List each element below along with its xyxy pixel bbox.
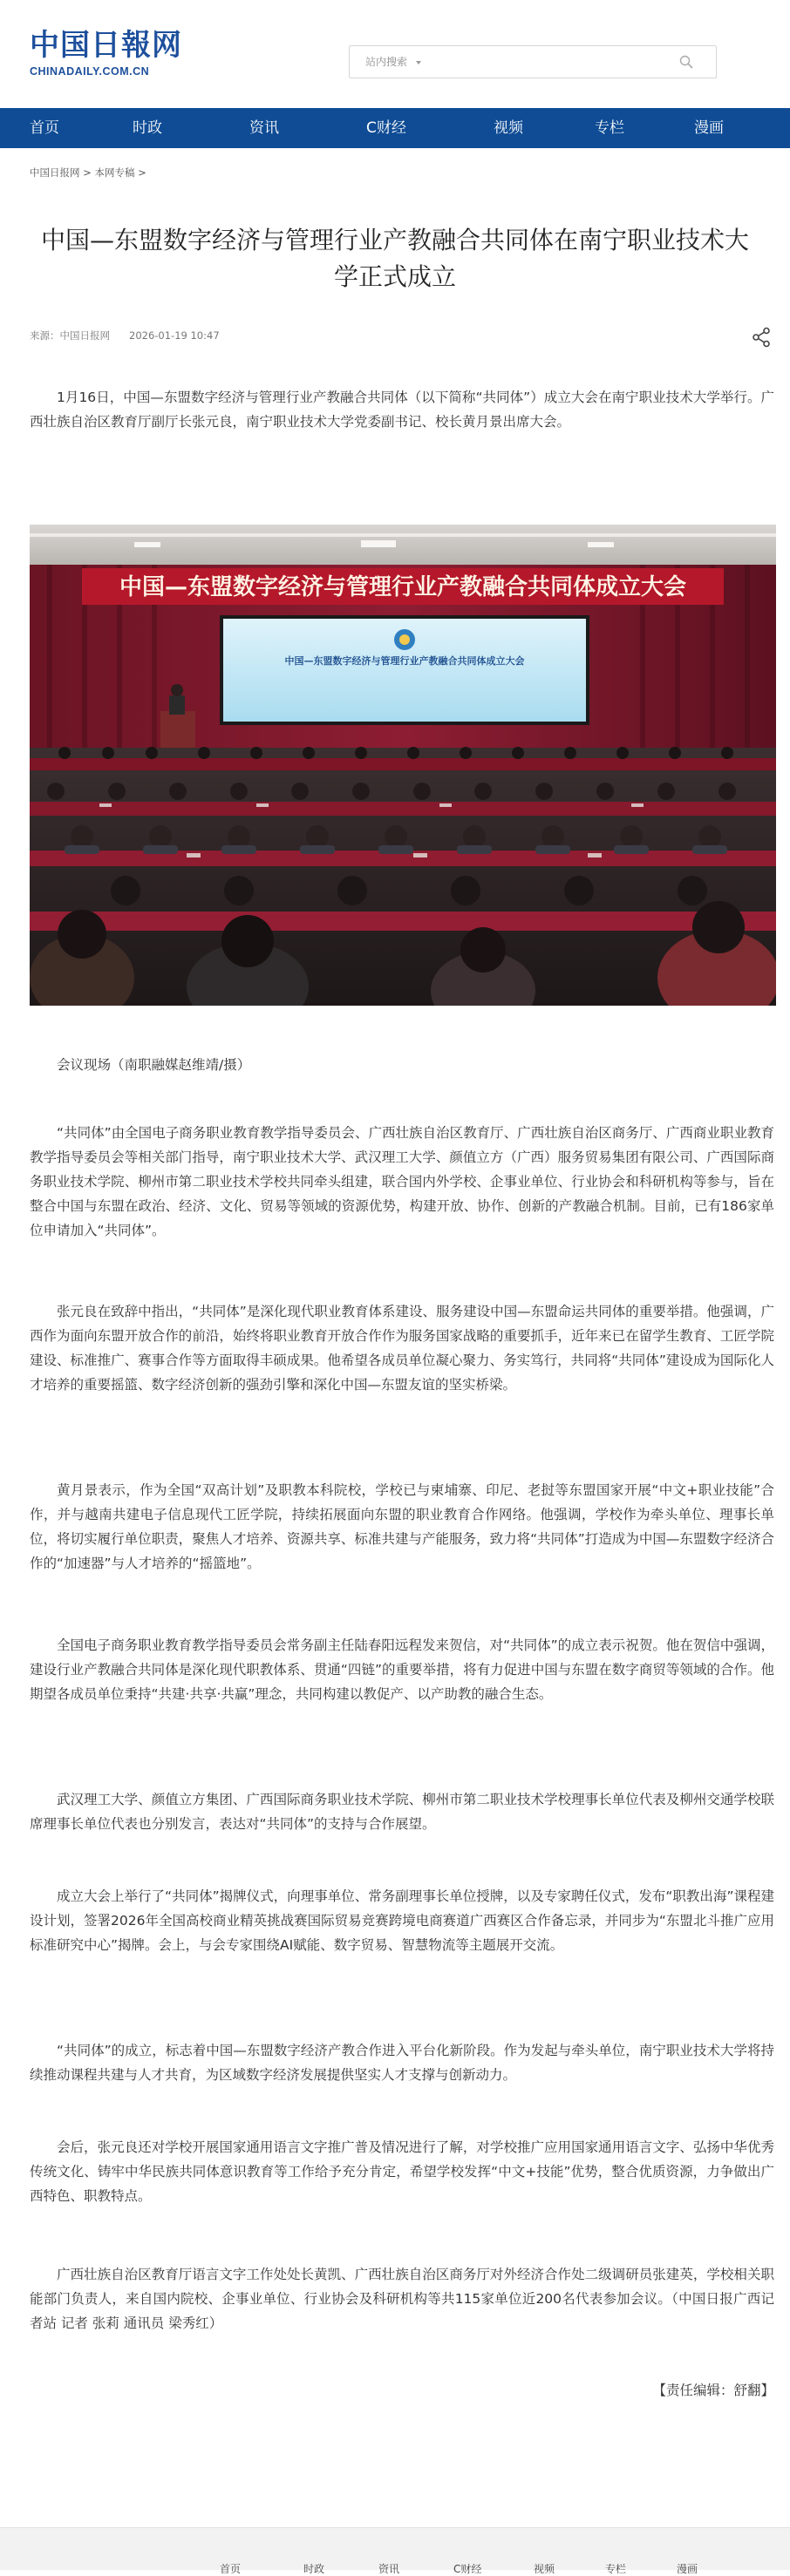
logo-english: CHINADAILY.COM.CN xyxy=(30,65,150,78)
banner-text: 中国—东盟数字经济与管理行业产教融合共同体成立大会 xyxy=(119,574,687,600)
nav-item-home[interactable]: 首页 xyxy=(30,119,59,137)
conference-photo xyxy=(30,525,776,1006)
article-paragraph: “共同体”由全国电子商务职业教育教学指导委员会、广西壮族自治区教育厅、广西壮族自治区商务厅、广西商业职业教育教学指导委员会等相关部门指导，南宁职业技术大学、武汉理工大学、颜值立方（广西）服务贸易集团有限公司、广西国际商务职业技术学院、柳州市第二职业技术学校共同牵头组建，联合国内外学校、企事业单位、行业协会和科研机构等参与，旨在整合中国与东盟在政治、经济、文化、贸易等领域的资源优势，构建开放、协作、创新的产教融合机制。目前，已有186家单位申请加入“共同体”。 xyxy=(30,1125,774,1238)
breadcrumb-item-section[interactable]: 本网专稿 xyxy=(94,166,135,179)
site-header xyxy=(0,0,790,108)
footer-item-home[interactable]: 首页 xyxy=(220,2563,242,2575)
share-icon[interactable] xyxy=(752,327,771,348)
article-title: 中国—东盟数字经济与管理行业产教融合共同体在南宁职业技术大学正式成立 xyxy=(40,226,749,291)
search-scope-label: 站内搜索 xyxy=(365,56,408,68)
article-source: 来源：中国日报网 xyxy=(30,329,110,342)
article-paragraph: 成立大会上举行了“共同体”揭牌仪式，向理事单位、常务副理事长单位授牌，以及专家聘任仪式，发布“职教出海”课程建设计划，签署2026年全国高校商业精英挑战赛国际贸易竞赛跨境电商赛道广西赛区合作备忘录，并同步为“东盟北斗推广应用标准研究中心”揭牌。会上，与会专家围绕AI赋能、数字贸易、智慧物流等主题展开交流。 xyxy=(30,1888,774,1953)
main-nav xyxy=(0,108,790,148)
site-logo[interactable] xyxy=(30,28,182,82)
footer-item-news[interactable]: 资讯 xyxy=(378,2563,400,2575)
nav-item-finance[interactable]: C财经 xyxy=(366,119,406,137)
footer-item-columns[interactable]: 专栏 xyxy=(605,2563,627,2575)
nav-item-comics[interactable]: 漫画 xyxy=(694,119,724,137)
search-icon[interactable] xyxy=(679,55,693,69)
article-paragraph: 张元良在致辞中指出，“共同体”是深化现代职业教育体系建设、服务建设中国—东盟命运共同体的重要举措。他强调，广西作为面向东盟开放合作的前沿，始终将职业教育开放合作作为服务国家战略的重要抓手，近年来已在留学生教育、工匠学院建设、标准推广、赛事合作等方面取得丰硕成果。他希望各成员单位凝心聚力、务实笃行，共同将“共同体”建设成为国际化人才培养的重要摇篮、数字经济创新的强劲引擎和深化中国—东盟友谊的坚实桥梁。 xyxy=(30,1304,774,1393)
footer-nav xyxy=(0,2527,790,2575)
nav-item-politics[interactable]: 时政 xyxy=(133,119,162,137)
article-time: 2026-01-19 10:47 xyxy=(129,329,220,342)
article-paragraph: 广西壮族自治区教育厅语言文字工作处处长黄凯、广西壮族自治区商务厅对外经济合作处二级调研员张建英，学校相关职能部门负责人，来自国内院校、企事业单位、行业协会及科研机构等共115家单位近200名代表参加会议。（中国日报广西记者站 记者 张莉 通讯员 梁秀红） xyxy=(30,2267,774,2331)
footer-item-video[interactable]: 视频 xyxy=(534,2563,555,2575)
article-photo xyxy=(30,525,776,1006)
footer-item-comics[interactable]: 漫画 xyxy=(677,2563,698,2575)
search-scope-select[interactable] xyxy=(365,46,421,78)
article-paragraph: 武汉理工大学、颜值立方集团、广西国际商务职业技术学院、柳州市第二职业技术学校理事长单位代表及柳州交通学校联席理事长单位代表也分别发言，表达对“共同体”的支持与合作展望。 xyxy=(30,1792,774,1832)
article-paragraph: 会后，张元良还对学校开展国家通用语言文字推广普及情况进行了解，对学校推广应用国家通用语言文字、弘扬中华优秀传统文化、铸牢中华民族共同体意识教育等工作给予充分肯定，希望学校发挥“中文+技能”优势，整合优质资源，力争做出广西特色、职教特点。 xyxy=(30,2139,774,2204)
breadcrumb-separator: > xyxy=(83,166,92,179)
logo-chinese: 中国日報网 xyxy=(30,28,182,63)
photo-caption: 会议现场（南职融媒赵维靖/摄） xyxy=(57,1057,251,1073)
article-paragraph: 1月16日，中国—东盟数字经济与管理行业产教融合共同体（以下简称“共同体”）成立大会在南宁职业技术大学举行。广西壮族自治区教育厅副厅长张元良，南宁职业技术大学党委副书记、校长黄月景出席大会。 xyxy=(30,390,774,430)
article-paragraph: 黄月景表示，作为全国“双高计划”及职教本科院校，学校已与柬埔寨、印尼、老挝等东盟国家开展“中文+职业技能”合作，并与越南共建电子信息现代工匠学院，持续拓展面向东盟的职业教育合作网络。他强调，学校作为牵头单位、理事长单位，将切实履行单位职责，聚焦人才培养、资源共享、标准共建与产能服务，致力将“共同体”打造成为中国—东盟数字经济合作的“加速器”与人才培养的“摇篮地”。 xyxy=(30,1482,774,1571)
article-paragraph: “共同体”的成立，标志着中国—东盟数字经济产教合作进入平台化新阶段。作为发起与牵头单位，南宁职业技术大学将持续推动课程共建与人才共育，为区域数字经济发展提供坚实人才支撑与创新动力。 xyxy=(30,2043,774,2083)
chevron-down-icon xyxy=(416,61,421,64)
article-meta xyxy=(30,329,220,342)
nav-item-columns[interactable]: 专栏 xyxy=(595,119,624,137)
breadcrumb xyxy=(30,166,146,180)
nav-item-news[interactable]: 资讯 xyxy=(249,119,279,137)
nav-item-video[interactable]: 视频 xyxy=(494,119,523,137)
breadcrumb-item-home[interactable]: 中国日报网 xyxy=(30,166,80,179)
breadcrumb-separator: > xyxy=(138,166,146,179)
responsible-editor: 【责任编辑：舒翻】 xyxy=(652,2383,774,2398)
article-paragraph: 全国电子商务职业教育教学指导委员会常务副主任陆春阳远程发来贺信，对“共同体”的成立表示祝贺。他在贺信中强调，建设行业产教融合共同体是深化现代职教体系、贯通“四链”的重要举措，将有力促进中国与东盟在数字商贸等领域的合作。他期望各成员单位秉持“共建·共享·共赢”理念，共同构建以教促产、以产助教的融合生态。 xyxy=(30,1637,774,1702)
screen-text: 中国—东盟数字经济与管理行业产教融合共同体成立大会 xyxy=(284,655,525,667)
search-box[interactable] xyxy=(349,45,717,78)
footer-item-politics[interactable]: 时政 xyxy=(303,2563,325,2575)
footer-item-finance[interactable]: C财经 xyxy=(453,2563,482,2575)
